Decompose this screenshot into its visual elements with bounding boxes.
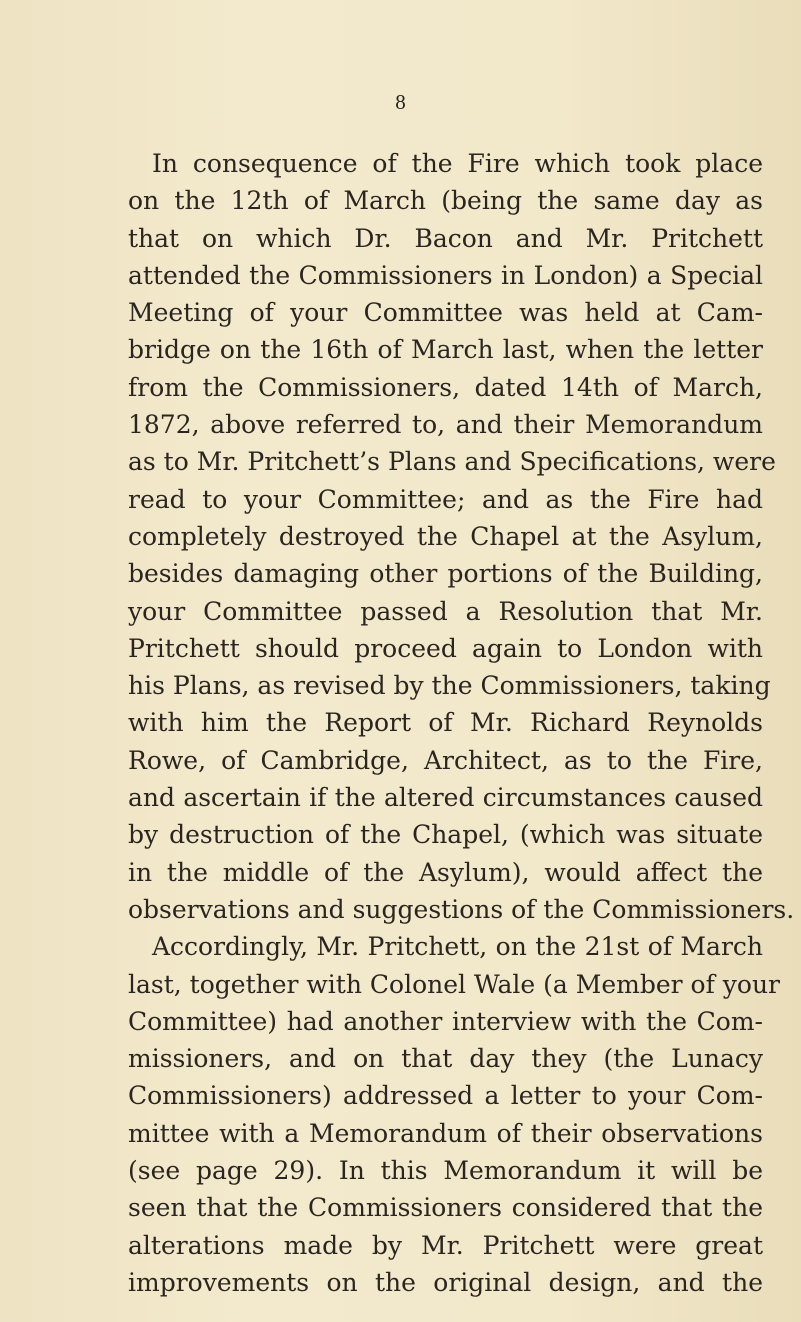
text-line: his Plans, as revised by the Commissioners, taking — [128, 671, 771, 701]
text-line: read to your Committee; and as the Fire had — [128, 484, 763, 514]
text-line: Meeting of your Committee was held at Cam- — [128, 298, 763, 328]
text-line: Committee) had another interview with the Com- — [128, 1006, 763, 1036]
text-line: In consequence of the Fire which took place — [152, 149, 763, 178]
text-line: improvements on the original design, and the — [128, 1267, 763, 1297]
text-line: from the Commissioners, dated 14th of March, — [128, 372, 763, 402]
text-line: Accordingly, Mr. Pritchett, on the 21st of March — [152, 932, 763, 962]
text-line: observations and suggestions of the Commissioners. — [128, 894, 795, 924]
text-line: attended the Commissioners in London) a Special — [128, 260, 763, 290]
text-line: as to Mr. Pritchett’s Plans and Specifications, were — [128, 447, 776, 477]
text-line: (see page 29). In this Memorandum it will be — [128, 1156, 763, 1186]
text-line: completely destroyed the Chapel at the Asylum, — [128, 521, 763, 551]
text-line: that on which Dr. Bacon and Mr. Pritchett — [128, 223, 763, 253]
text-line: Pritchett should proceed again to London with — [128, 633, 763, 663]
text-line: your Committee passed a Resolution that Mr. — [128, 596, 763, 626]
text-line: alterations made by Mr. Pritchett were great — [128, 1230, 763, 1260]
text-line: bridge on the 16th of March last, when the letter — [128, 335, 763, 365]
text-line: and ascertain if the altered circumstances caused — [128, 783, 763, 813]
body-text — [128, 145, 795, 1301]
page-number: 8 — [395, 90, 406, 114]
text-line: in the middle of the Asylum), would affect the — [128, 857, 763, 887]
text-line: on the 12th of March (being the same day as — [128, 186, 763, 216]
text-line: with him the Report of Mr. Richard Reynolds — [128, 708, 763, 738]
text-line: by destruction of the Chapel, (which was situate — [128, 820, 763, 850]
text-line: 1872, above referred to, and their Memorandum — [128, 410, 763, 440]
text-line: mittee with a Memorandum of their observations — [128, 1118, 763, 1148]
text-line: Commissioners) addressed a letter to your Com- — [128, 1081, 763, 1111]
text-line: missioners, and on that day they (the Lunacy — [128, 1044, 763, 1074]
text-line: last, together with Colonel Wale (a Member of your — [128, 969, 781, 999]
text-line: Rowe, of Cambridge, Architect, as to the Fire, — [128, 745, 763, 775]
text-line: besides damaging other portions of the Building, — [128, 559, 763, 589]
text-line: seen that the Commissioners considered that the — [128, 1193, 763, 1223]
